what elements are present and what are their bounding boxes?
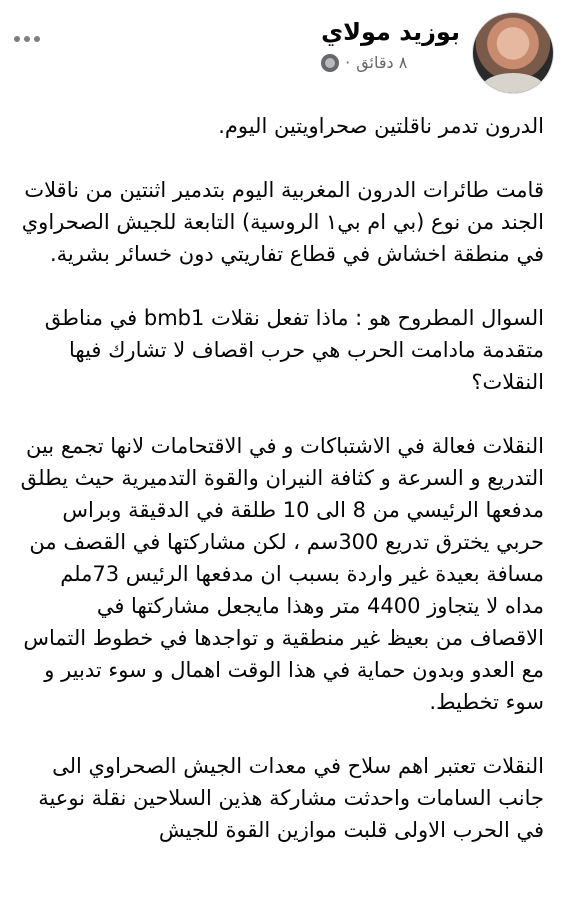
post-paragraph: قامت طائرات الدرون المغربية اليوم بتدمير اثنتين من ناقلات الجند من نوع (بي ام بي١ الروسية) التابعة للجيش الصحراوي في منطقة اخشاش في قطاع تفاريتي دون خسائر بشرية. (21, 178, 544, 266)
globe-icon[interactable] (321, 54, 339, 72)
more-dot (14, 36, 20, 42)
author-info (321, 16, 460, 74)
more-options-icon[interactable] (14, 36, 40, 42)
more-dot (24, 36, 30, 42)
more-dot (34, 36, 40, 42)
post-paragraph-title: الدرون تدمر ناقلتين صحراويتين اليوم. (218, 114, 544, 138)
post-paragraph: النقلات فعالة في الاشتباكات و في الاقتحامات لانها تجمع بين التدريع و السرعة و كثافة النيران والقوة التدميرية حيث يطلق مدفعها الرئيسي من 8 الى 10 طلقة في الدقيقة وبراس حربي يخترق تدريع 300سم ، لكن مشاركتها في القصف من مسافة بعيدة غير واردة بسبب ان مدفعها الرئيس 73ملم مداه لا يتجاوز 4400 متر وهذا مايجعل مشاركتها في الاقصاف من بعيظ غير منطقية و تواجدها في خطوط التماس مع العدو وبدون حماية في هذا الوقت اهمال و سوء تدبير و سوء تخطيط. (20, 434, 544, 714)
post-header (0, 0, 568, 98)
post-meta (321, 52, 460, 74)
post-content (16, 110, 544, 878)
meta-separator: · (345, 53, 351, 72)
post-paragraph: السوال المطروح هو : ماذا تفعل نقلات bmb1 في مناطق متقدمة مادامت الحرب هي حرب اقصاف لا تشارك فيها النقلات؟ (44, 306, 544, 394)
author-name[interactable]: بوزيد مولاي (321, 18, 460, 46)
avatar-photo (481, 73, 545, 94)
post-time[interactable]: ٨ دقائق (356, 53, 408, 72)
author-avatar[interactable] (472, 12, 554, 94)
post-paragraph: النقلات تعتبر اهم سلاح في معدات الجيش الصحراوي الى جانب السامات واحدثت مشاركة هذين السلاحين نقلة نوعية في الحرب الاولى قلبت موازين القوة للجيش (38, 754, 544, 842)
